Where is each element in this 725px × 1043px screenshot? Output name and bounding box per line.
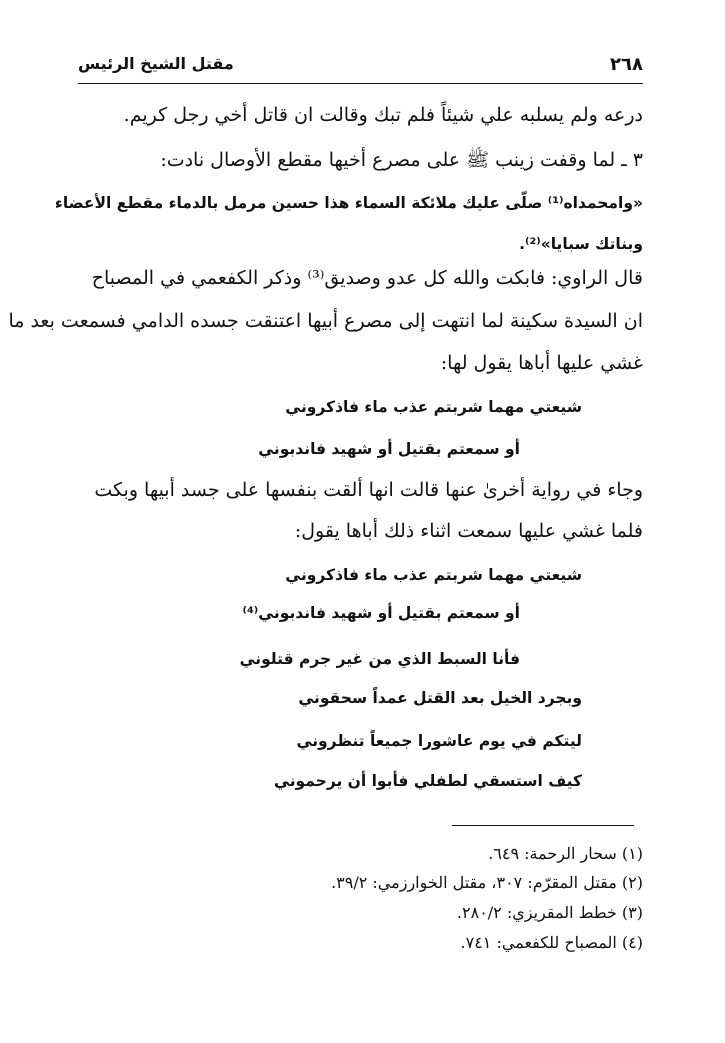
header-divider — [78, 83, 643, 84]
body-line: ٣ ـ لما وقفت زينب ﷺ على مصرع أخيها مقطع الأوصال نادت: — [160, 149, 643, 171]
poem-verse: فأنا السبط الذي من غير جرم قتلوني — [239, 650, 520, 668]
body-line: فلما غشي عليها سمعت اثناء ذلك أباها يقول: — [294, 520, 643, 542]
footnote: (٣) خطط المقريزي: ٢٨٠/٢. — [456, 903, 643, 922]
body-line: وجاء في رواية أخرىٰ عنها قالت انها ألقت بنفسها على جسد أبيها وبكت — [94, 479, 643, 501]
body-line: غشي عليها أباها يقول لها: — [440, 352, 643, 374]
body-line: قال الراوي: فابكت والله كل عدو وصديق⁽³⁾ وذكر الكفعمي في المصباح — [91, 267, 643, 289]
body-line-emphasis: «وامحمداه⁽¹⁾ صلّى عليك ملائكة السماء هذا حسين مرمل بالدماء مقطع الأعضاء — [54, 194, 643, 212]
poem-verse: شيعتي مهما شربتم عذب ماء فاذكروني — [285, 566, 582, 584]
poem-verse: وبجرد الخيل بعد القتل عمداً سحقوني — [298, 689, 582, 707]
footnote: (٤) المصباح للكفعمي: ٧٤١. — [460, 933, 643, 952]
body-line: ان السيدة سكينة لما انتهت إلى مصرع أبيها اعتنقت جسده الدامي فسمعت بعد ما — [8, 310, 643, 332]
body-line-emphasis: وبناتك سبايا»⁽²⁾. — [519, 235, 643, 253]
footnote-divider — [452, 825, 634, 826]
poem-verse: شيعتي مهما شربتم عذب ماء فاذكروني — [285, 398, 582, 416]
footnote: (٢) مقتل المقرّم: ٣٠٧، مقتل الخوارزمي: ٣٩/٢. — [331, 873, 643, 892]
body-line: درعه ولم يسلبه علي شيئاً فلم تبك وقالت ان قاتل أخي رجل كريم. — [123, 104, 643, 126]
footnote: (١) سحار الرحمة: ٦٤٩. — [488, 844, 643, 863]
poem-verse: أو سمعتم بقتيل أو شهيد فاندبوني⁽⁴⁾ — [242, 604, 520, 622]
poem-verse: ليتكم في يوم عاشورا جميعاً تنظروني — [296, 732, 582, 750]
page-number: ٢٦٨ — [610, 54, 643, 75]
page-header — [78, 52, 643, 82]
poem-verse: كيف استسقي لطفلي فأبوا أن يرحموني — [274, 772, 582, 790]
poem-verse: أو سمعتم بقتيل أو شهيد فاندبوني — [258, 440, 520, 458]
running-title: مقتل الشيخ الرئيس — [78, 54, 234, 73]
